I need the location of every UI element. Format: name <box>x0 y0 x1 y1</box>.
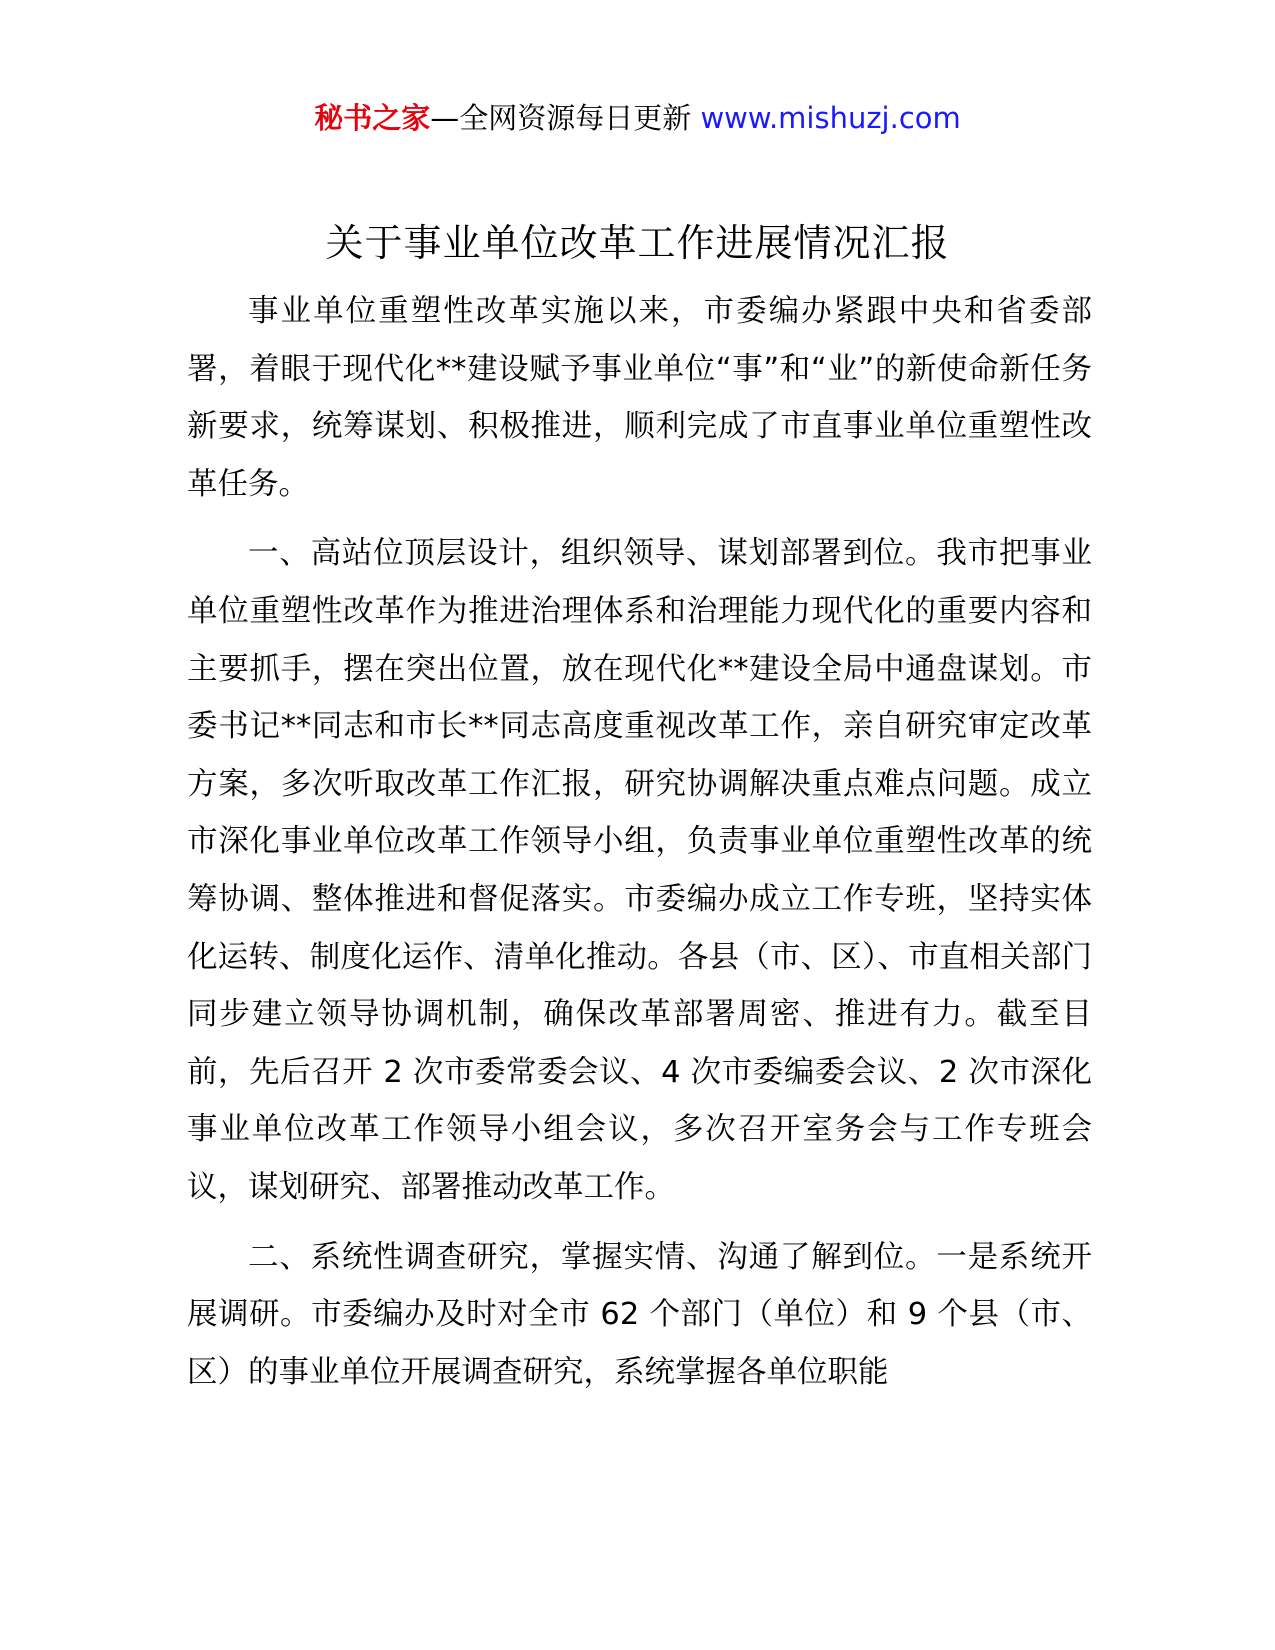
paragraph-intro: 事业单位重塑性改革实施以来，市委编办紧跟中央和省委部署，着眼于现代化**建设赋予事业单位“事”和“业”的新使命新任务新要求，统筹谋划、积极推进，顺利完成了市直事业单位重塑性改革任务。 <box>187 294 1092 502</box>
document-body <box>187 283 1092 1413</box>
brand-name: 秘书之家 <box>314 101 431 135</box>
site-header <box>0 98 1275 138</box>
document-title: 关于事业单位改革工作进展情况汇报 <box>325 221 950 265</box>
site-url-link[interactable]: www.mishuzj.com <box>700 101 961 135</box>
header-tagline: —全网资源每日更新 <box>430 101 701 135</box>
paragraph-section-1: 一、高站位顶层设计，组织领导、谋划部署到位。我市把事业单位重塑性改革作为推进治理体系和治理能力现代化的重要内容和主要抓手，摆在突出位置，放在现代化**建设全局中通盘谋划。市委书记**同志和市长**同志高度重视改革工作，亲自研究审定改革方案，多次听取改革工作汇报，研究协调解决重点难点问题。成立市深化事业单位改革工作领导小组，负责事业单位重塑性改革的统筹协调、整体推进和督促落实。市委编办成立工作专班，坚持实体化运转、制度化运作、清单化推动。各县（市、区）、市直相关部门同步建立领导协调机制，确保改革部署周密、推进有力。截至目前，先后召开 2 次市委常委会议、4 次市委编委会议、2 次市深化事业单位改革工作领导小组会议，多次召开室务会与工作专班会议，谋划研究、部署推动改革工作。 <box>187 536 1092 1205</box>
paragraph-section-2: 二、系统性调查研究，掌握实情、沟通了解到位。一是系统开展调研。市委编办及时对全市 62 个部门（单位）和 9 个县（市、区）的事业单位开展调查研究，系统掌握各单位职能 <box>187 1239 1092 1390</box>
